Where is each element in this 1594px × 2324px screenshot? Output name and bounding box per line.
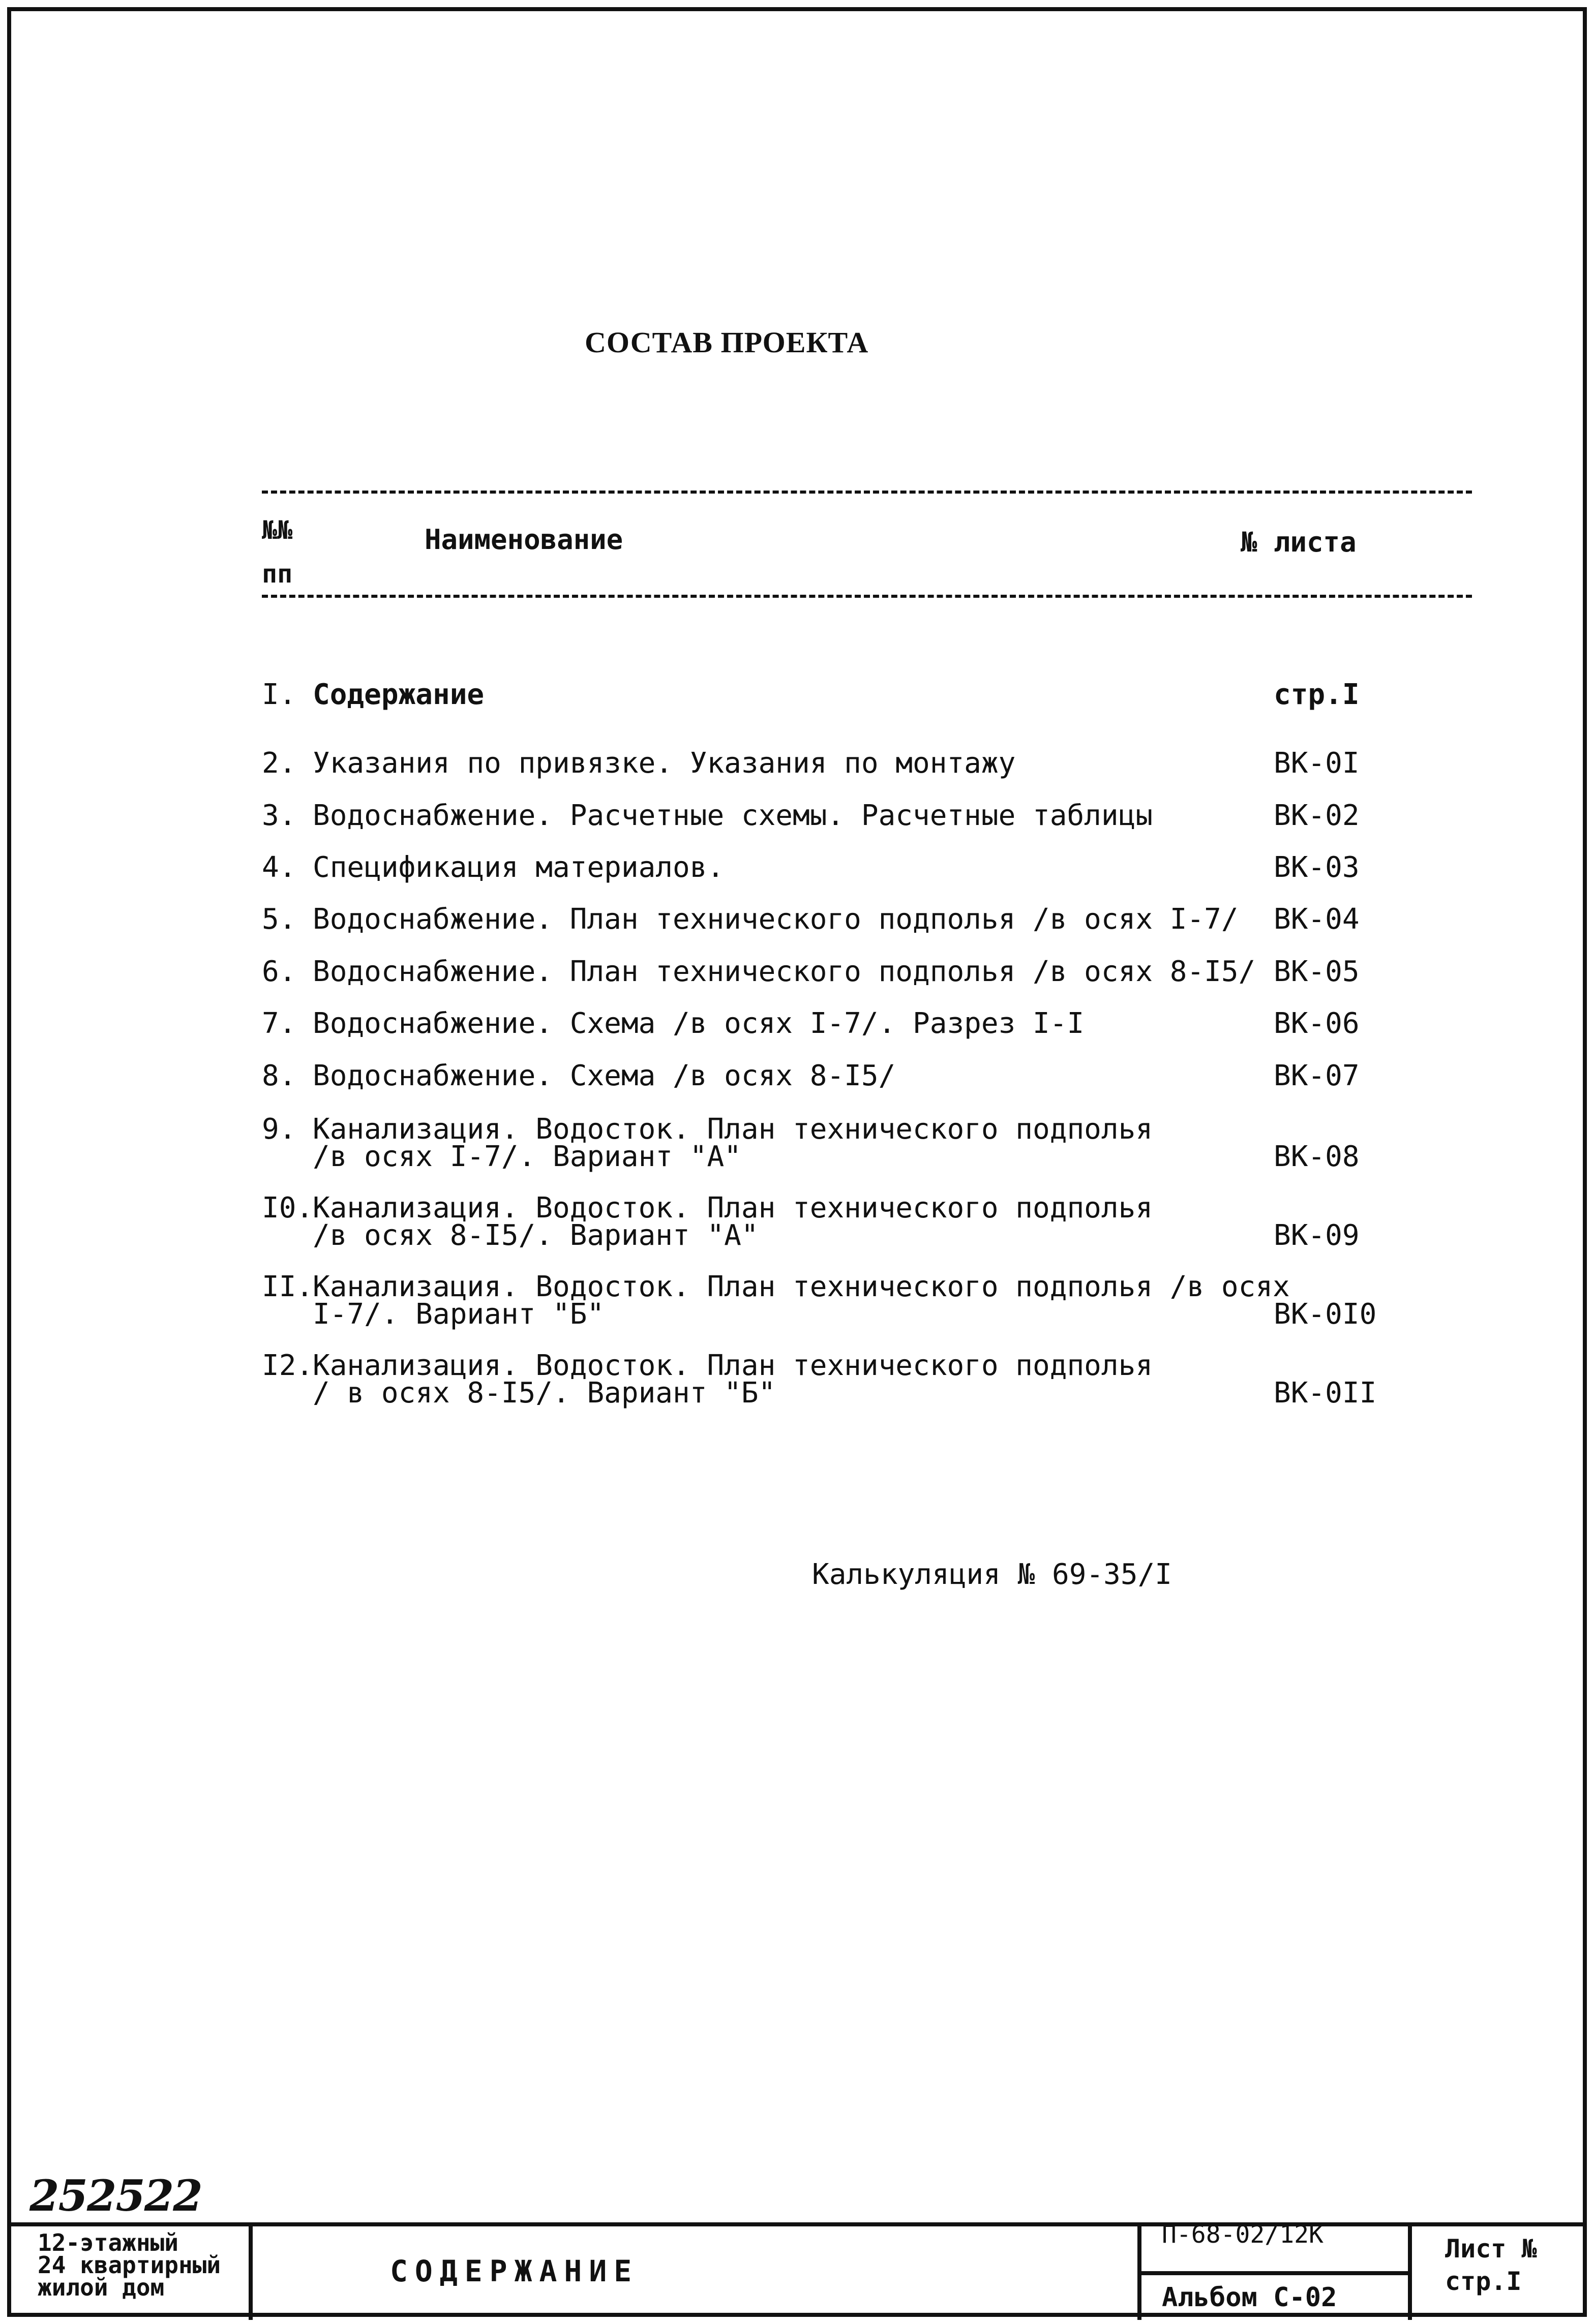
sheet-number: стр.I	[1445, 2267, 1522, 2296]
item-name: Водоснабжение. Расчетные схемы. Расчетные таблицы	[313, 799, 1153, 832]
item-sheet: ВК-04	[1274, 903, 1360, 936]
cell-divider	[1141, 2271, 1408, 2275]
header-top-rule	[262, 491, 1472, 494]
project-code-cell	[1137, 2220, 1412, 2320]
header-name: Наименование	[425, 524, 623, 556]
item-name: Канализация. Водосток. План технического подполья /в осях I-7/. Вариант "А"	[313, 1113, 1153, 1173]
item-number: 3.	[262, 799, 296, 832]
item-name: Водоснабжение. Схема /в осях I-7/. Разрез I-I	[313, 1007, 1085, 1040]
item-sheet: ВК-09	[1274, 1219, 1360, 1252]
item-name: Водоснабжение. Схема /в осях 8-I5/	[313, 1059, 896, 1092]
item-sheet: стр.I	[1274, 678, 1360, 711]
item-name: Канализация. Водосток. План технического подполья / в осях 8-I5/. Вариант "Б"	[313, 1349, 1153, 1410]
item-number: I0.	[262, 1191, 314, 1225]
item-name: Содержание	[313, 678, 485, 711]
item-sheet: ВК-06	[1274, 1007, 1360, 1040]
item-number: 5.	[262, 903, 296, 936]
handwritten-number: 252522	[29, 2170, 202, 2221]
item-number: I2.	[262, 1349, 314, 1382]
item-name: Водоснабжение. План технического подполья /в осях I-7/	[313, 903, 1239, 936]
project-code: П-68-02/12К	[1162, 2220, 1324, 2249]
sheet-number-cell	[1415, 2226, 1582, 2320]
page-title: СОСТАВ ПРОЕКТА	[585, 326, 869, 359]
item-name: Указания по привязке. Указания по монтажу	[313, 747, 1016, 780]
item-sheet: ВК-02	[1274, 799, 1360, 832]
item-sheet: ВК-03	[1274, 851, 1360, 884]
item-number: 6.	[262, 955, 296, 988]
item-number: 2.	[262, 747, 296, 780]
item-name: Водоснабжение. План технического подполья /в осях 8-I5/	[313, 955, 1256, 988]
item-sheet: ВК-05	[1274, 955, 1360, 988]
calculation-number: Калькуляция № 69-35/I	[812, 1558, 1172, 1591]
album-label: Альбом С-02	[1162, 2282, 1337, 2313]
item-sheet: ВК-0I0	[1274, 1298, 1377, 1331]
building-description: 12-этажный 24 квартирный жилой дом	[11, 2226, 253, 2320]
item-name: Спецификация материалов.	[313, 851, 725, 884]
header-bottom-rule	[262, 595, 1472, 598]
item-name: Канализация. Водосток. План технического подполья /в осях I-7/. Вариант "Б"	[313, 1270, 1290, 1331]
item-number: II.	[262, 1270, 314, 1303]
header-sheet: № листа	[1241, 526, 1357, 558]
item-number: 7.	[262, 1007, 296, 1040]
item-sheet: ВК-08	[1274, 1140, 1360, 1173]
item-sheet: ВК-0I	[1274, 747, 1360, 780]
item-number: 9.	[262, 1113, 296, 1146]
item-sheet: ВК-07	[1274, 1059, 1360, 1092]
item-name: Канализация. Водосток. План технического подполья /в осях 8-I5/. Вариант "А"	[313, 1191, 1153, 1252]
sheet-title: СОДЕРЖАНИЕ	[390, 2254, 639, 2288]
item-number: I.	[262, 678, 296, 711]
sheet-label: Лист №	[1445, 2234, 1537, 2264]
item-number: 4.	[262, 851, 296, 884]
item-number: 8.	[262, 1059, 296, 1092]
title-block	[11, 2222, 1583, 2320]
header-number: №№ пп	[262, 515, 293, 589]
item-sheet: ВК-0II	[1274, 1377, 1377, 1410]
